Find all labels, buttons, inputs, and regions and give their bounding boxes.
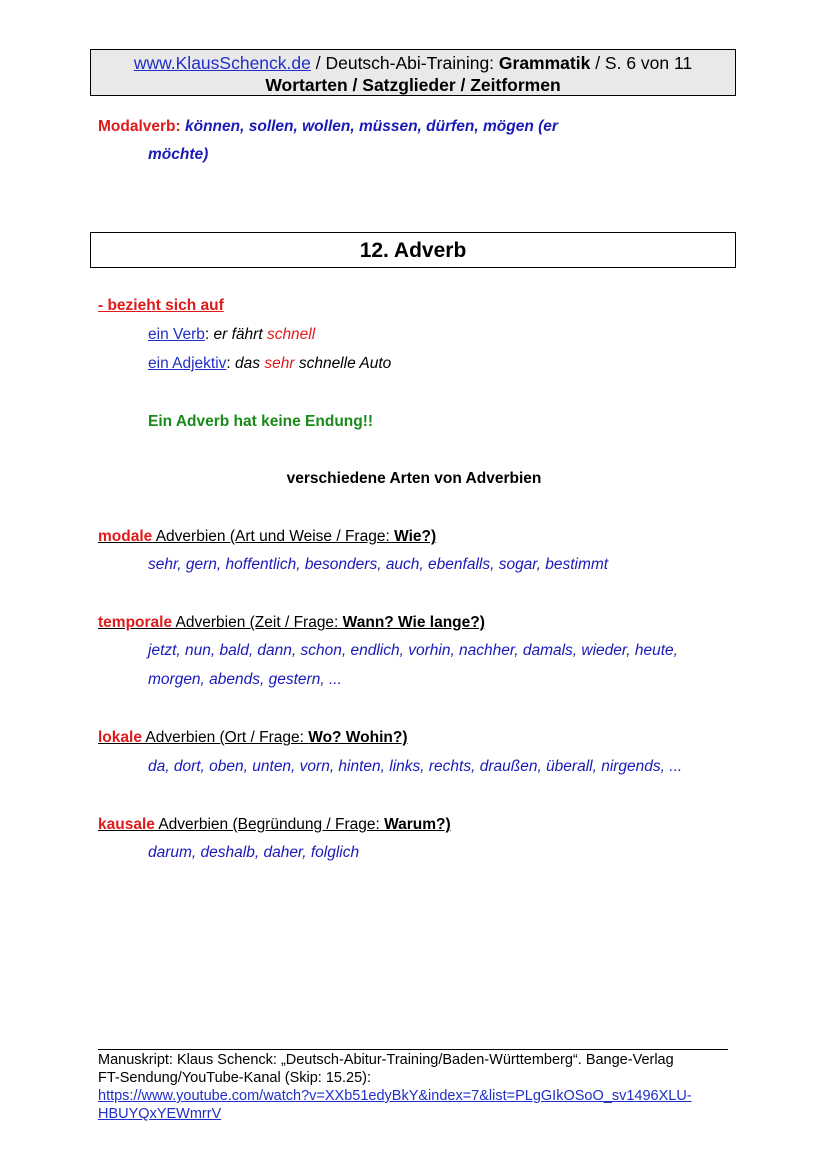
category-heading-kausale bbox=[98, 816, 451, 834]
header-separator: / Deutsch-Abi-Training: bbox=[310, 53, 499, 73]
footer-youtube-link[interactable]: https://www.youtube.com/watch?v=XXb51edyBkY&index=7&list=PLgGIkOSoO_sv1496XLU- bbox=[98, 1088, 692, 1104]
arten-heading: verschiedene Arten von Adverbien bbox=[286, 470, 542, 487]
header-subject: Grammatik bbox=[498, 53, 591, 73]
category-term: lokale bbox=[98, 729, 142, 746]
category-examples: da, dort, oben, unten, vorn, hinten, links, rechts, draußen, überall, nirgends, ... bbox=[148, 758, 683, 775]
header-subtitle: Wortarten / Satzglieder / Zeitformen bbox=[265, 75, 561, 95]
category-question: Wie?) bbox=[394, 528, 437, 545]
category-examples: darum, deshalb, daher, folglich bbox=[148, 844, 360, 861]
verb-example: er fährt bbox=[213, 326, 267, 343]
adverb-note: Ein Adverb hat keine Endung!! bbox=[148, 413, 374, 430]
category-examples: sehr, gern, hoffentlich, besonders, auch, ebenfalls, sogar, bestimmt bbox=[148, 556, 609, 573]
site-link[interactable]: www.KlausSchenck.de bbox=[133, 53, 311, 73]
footer-manuscript: Manuskript: Klaus Schenck: „Deutsch-Abitur-Training/Baden-Württemberg“. Bange-Verlag bbox=[98, 1052, 674, 1068]
modalverb-list-cont: möchte) bbox=[148, 146, 209, 163]
category-question: Wann? Wie lange?) bbox=[342, 614, 485, 631]
category-term: modale bbox=[98, 528, 153, 545]
category-desc: Adverbien (Art und Weise / Frage: bbox=[152, 528, 395, 545]
footer-youtube-link-cont[interactable]: HBUYQxYEWmrrV bbox=[98, 1106, 222, 1122]
category-heading-temporale bbox=[98, 614, 485, 632]
adjective-example: das bbox=[235, 355, 265, 372]
category-desc: Adverbien (Ort / Frage: bbox=[141, 729, 309, 746]
category-question: Wo? Wohin?) bbox=[308, 729, 408, 746]
footer-divider bbox=[98, 1049, 728, 1050]
adjective-link[interactable]: ein Adjektiv bbox=[148, 355, 227, 372]
page-header bbox=[90, 49, 736, 96]
adjective-example-line bbox=[148, 355, 391, 373]
header-line bbox=[91, 53, 735, 74]
category-heading-modale bbox=[98, 528, 436, 546]
adjective-colon: : bbox=[226, 355, 236, 372]
bezieht-label: - bezieht sich auf bbox=[98, 297, 224, 314]
modalverb-line bbox=[98, 118, 558, 136]
adjective-example-adverb: sehr bbox=[264, 355, 295, 372]
category-question: Warum?) bbox=[384, 816, 451, 833]
verb-link[interactable]: ein Verb bbox=[148, 326, 205, 343]
modalverb-label: Modalverb: bbox=[98, 118, 181, 135]
modalverb-list: können, sollen, wollen, müssen, dürfen, mögen (er bbox=[185, 118, 558, 135]
category-desc: Adverbien (Zeit / Frage: bbox=[172, 614, 343, 631]
category-examples: jetzt, nun, bald, dann, schon, endlich, vorhin, nachher, damals, wieder, heute, bbox=[148, 642, 678, 659]
verb-example-adverb: schnell bbox=[266, 326, 316, 343]
category-examples-cont: morgen, abends, gestern, ... bbox=[148, 671, 342, 688]
category-heading-lokale bbox=[98, 729, 408, 747]
page-number: / S. 6 von 11 bbox=[590, 53, 693, 73]
adjective-example-rest: schnelle Auto bbox=[294, 355, 392, 372]
category-term: kausale bbox=[98, 816, 155, 833]
verb-example-line bbox=[148, 326, 315, 344]
category-desc: Adverbien (Begründung / Frage: bbox=[154, 816, 385, 833]
footer-broadcast: FT-Sendung/YouTube-Kanal (Skip: 15.25): bbox=[98, 1070, 371, 1086]
section-title: 12. Adverb bbox=[90, 232, 736, 268]
category-term: temporale bbox=[98, 614, 173, 631]
verb-colon: : bbox=[204, 326, 214, 343]
